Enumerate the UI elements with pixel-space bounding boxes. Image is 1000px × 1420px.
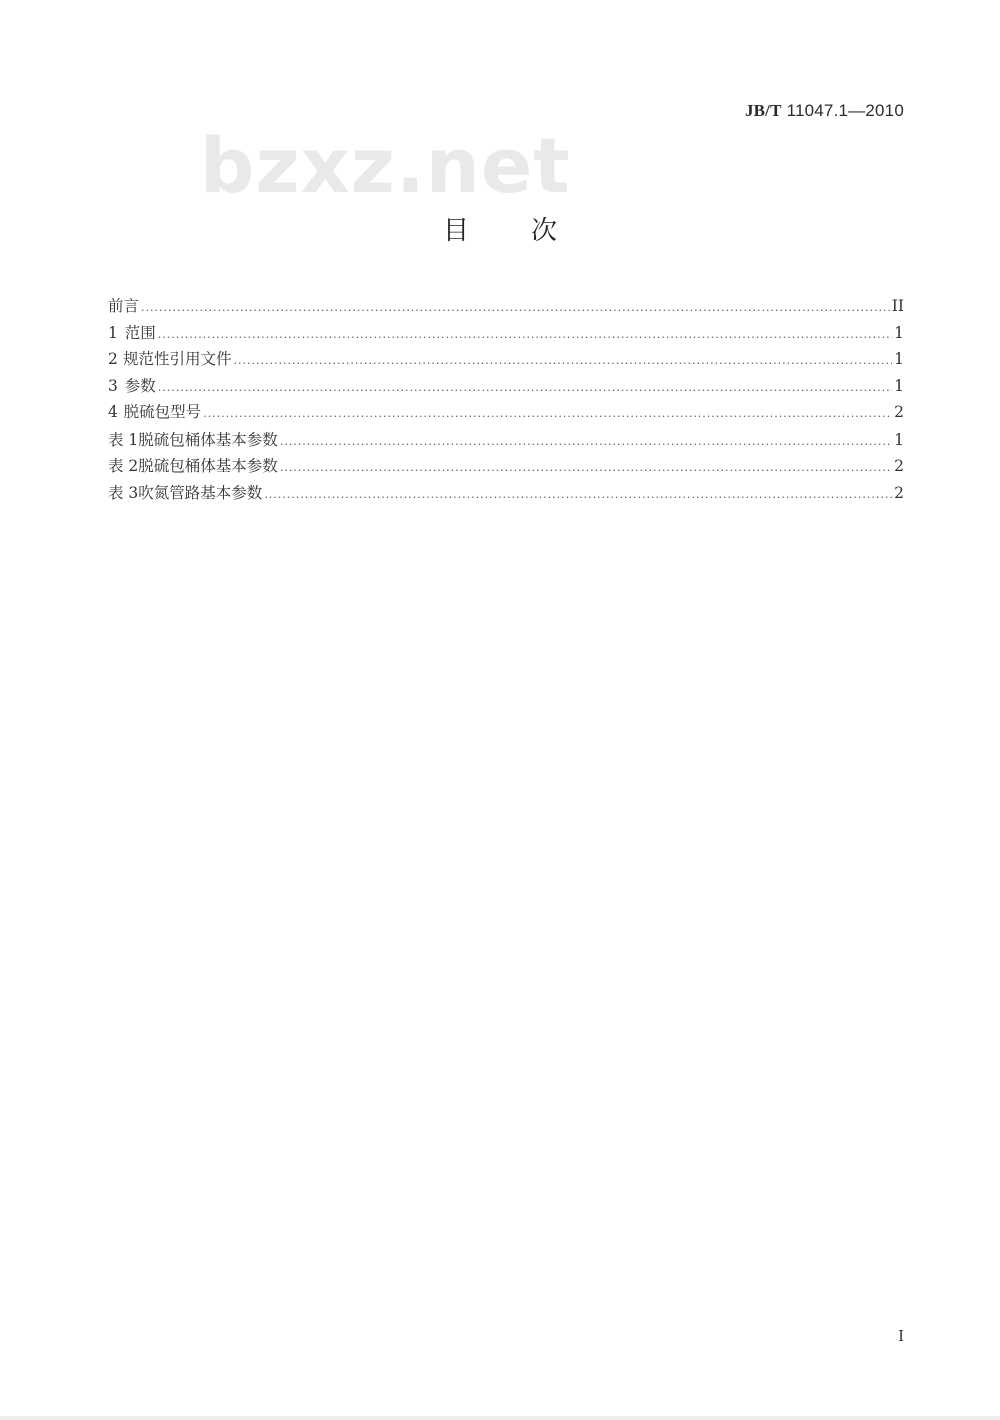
toc-entry-page: 1 xyxy=(894,376,904,395)
toc-leader-dots xyxy=(264,488,892,501)
toc-leader-dots xyxy=(280,435,892,448)
toc-entry-scope[interactable] xyxy=(108,321,904,348)
toc-entry-table-2[interactable] xyxy=(108,454,904,481)
toc-entry-page: 2 xyxy=(894,457,904,475)
toc-entry-number: 2 xyxy=(108,350,118,368)
toc-entry-page: 1 xyxy=(894,350,904,368)
toc-entry-number: 表 3 xyxy=(108,483,139,502)
toc-leader-dots xyxy=(234,354,893,367)
toc-entry-page: 2 xyxy=(894,403,904,421)
table-of-contents xyxy=(108,294,904,507)
toc-entry-number: 3 xyxy=(108,376,118,395)
toc-entry-label: 脱硫包桶体基本参数 xyxy=(138,430,278,449)
toc-entry-label: 前言 xyxy=(108,297,140,315)
toc-entry-label: 范围 xyxy=(124,323,156,342)
toc-entry-label: 参数 xyxy=(124,376,156,395)
toc-title-char-1: 目 xyxy=(442,216,469,246)
toc-leader-dots xyxy=(203,407,892,420)
toc-title xyxy=(0,210,1000,247)
toc-entry-foreword[interactable] xyxy=(108,294,904,321)
toc-entry-page: II xyxy=(891,297,904,315)
toc-entry-page: 2 xyxy=(894,483,904,502)
toc-entry-label: 脱硫包桶体基本参数 xyxy=(138,457,278,475)
toc-title-char-2: 次 xyxy=(531,216,558,246)
toc-leader-dots xyxy=(280,461,892,474)
toc-leader-dots xyxy=(158,381,892,394)
page-bottom-edge xyxy=(0,1416,1000,1420)
toc-entry-table-3[interactable] xyxy=(108,481,904,508)
page-number: I xyxy=(898,1327,904,1345)
toc-entry-page: 1 xyxy=(894,430,904,449)
toc-entry-parameters[interactable] xyxy=(108,374,904,401)
toc-entry-number: 4 xyxy=(108,403,118,421)
watermark-logo: bzxz.net xyxy=(200,121,571,210)
toc-entry-number: 1 xyxy=(108,323,118,342)
standard-code-prefix: JB/T xyxy=(744,101,782,120)
toc-entry-label: 规范性引用文件 xyxy=(122,350,232,368)
standard-code xyxy=(745,101,904,121)
toc-entry-number: 表 2 xyxy=(108,457,139,475)
toc-entry-page: 1 xyxy=(894,323,904,342)
toc-entry-normative-references[interactable] xyxy=(108,347,904,374)
toc-leader-dots xyxy=(141,301,890,314)
toc-entry-number: 表 1 xyxy=(108,430,139,449)
toc-entry-models[interactable] xyxy=(108,400,904,427)
toc-entry-label: 脱硫包型号 xyxy=(123,403,202,421)
toc-leader-dots xyxy=(158,328,892,341)
toc-entry-table-1[interactable] xyxy=(108,428,904,455)
standard-code-number: 11047.1—2010 xyxy=(786,101,904,120)
toc-entry-label: 吹氮管路基本参数 xyxy=(138,483,263,502)
